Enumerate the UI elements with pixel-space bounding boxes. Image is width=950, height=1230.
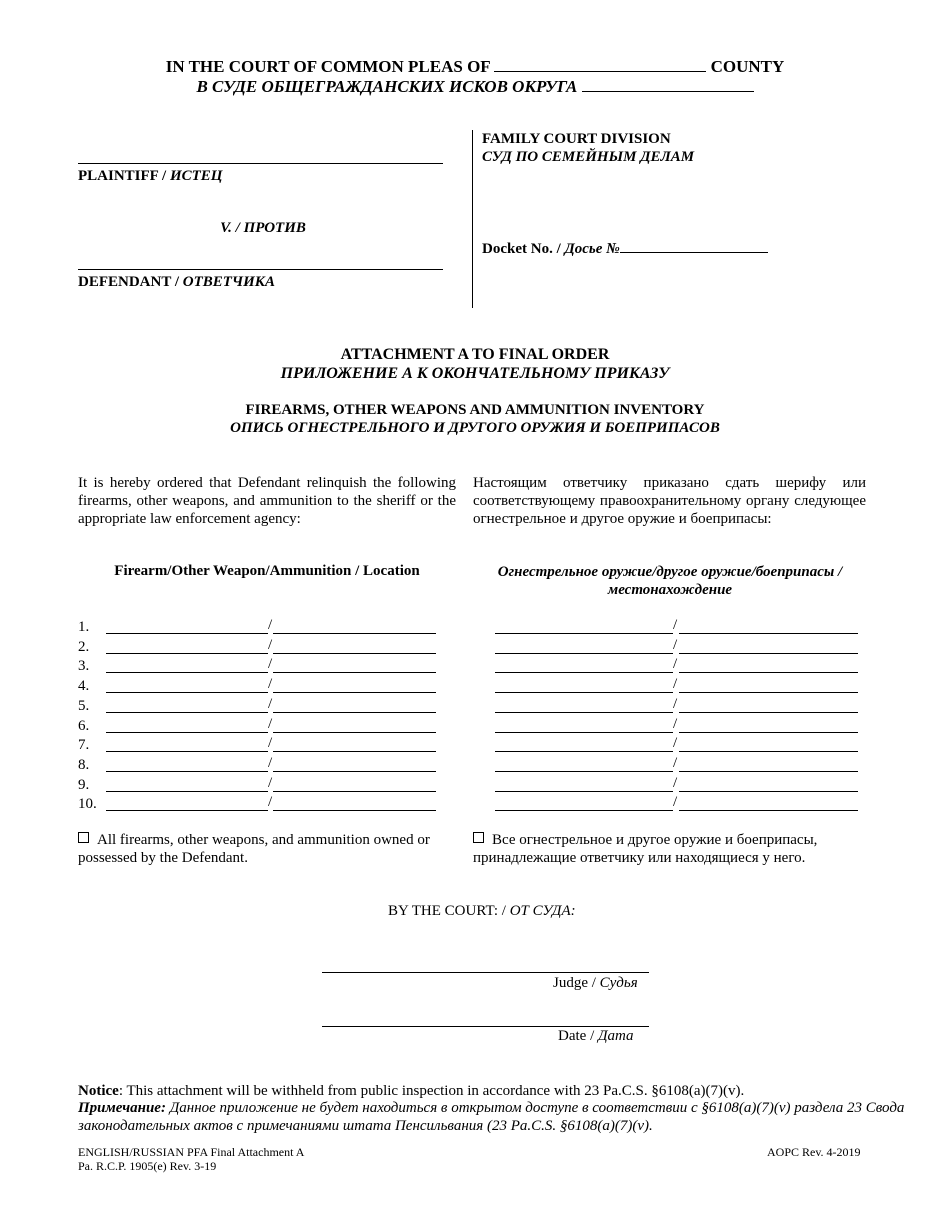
- weapon-field-ru[interactable]: [495, 757, 673, 772]
- weapon-field-ru[interactable]: [495, 737, 673, 752]
- notice-label-en: Notice: [78, 1083, 119, 1099]
- inventory-row-ru: [495, 737, 860, 755]
- inventory-row-en: [78, 718, 438, 736]
- docket-label-ru: Досье №: [564, 241, 620, 257]
- court-prefix-en: IN THE COURT OF COMMON PLEAS OF: [165, 57, 491, 76]
- location-field-ru[interactable]: [679, 757, 858, 772]
- inventory-row-ru: [495, 619, 860, 637]
- plaintiff-line[interactable]: [78, 163, 443, 164]
- division-en: FAMILY COURT DIVISION: [482, 131, 671, 147]
- field-separator: /: [268, 735, 273, 751]
- field-separator-ru: /: [673, 696, 678, 712]
- location-field[interactable]: [273, 619, 436, 634]
- judge-label-ru: Судья: [599, 975, 638, 991]
- footer-rule: Pa. R.C.P. 1905(e) Rev. 3-19: [78, 1159, 217, 1173]
- plaintiff-label: [78, 168, 222, 185]
- inventory-heading-en: Firearm/Other Weapon/Ammunition / Location: [114, 563, 420, 579]
- location-field[interactable]: [273, 757, 436, 772]
- inventory-row-en: [78, 796, 438, 814]
- location-field[interactable]: [273, 718, 436, 733]
- weapon-field-ru[interactable]: [495, 619, 673, 634]
- inventory-row-ru: [495, 658, 860, 676]
- defendant-label-ru: ОТВЕТЧИКА: [182, 274, 275, 290]
- inventory-row-en: [78, 737, 438, 755]
- date-label: [558, 1028, 634, 1045]
- weapon-field[interactable]: [106, 639, 268, 654]
- field-separator-ru: /: [673, 775, 678, 791]
- order-text-ru: Настоящим ответчику приказано сдать шерифу или соответствующему правоохранительному органу следующее огнестрельное и другое оружие и боеприпасы:: [473, 475, 866, 527]
- location-field[interactable]: [273, 777, 436, 792]
- weapon-field[interactable]: [106, 718, 268, 733]
- weapon-field-ru[interactable]: [495, 777, 673, 792]
- notice-text-en: : This attachment will be withheld from public inspection in accordance with 23 Pa.C.S. §6108(a)(7)(v).: [118, 1083, 745, 1099]
- field-separator-ru: /: [673, 676, 678, 692]
- inventory-row-en: [78, 619, 438, 637]
- field-separator: /: [268, 656, 273, 672]
- all-items-checkbox-ru[interactable]: [473, 832, 484, 843]
- date-signature-line[interactable]: [322, 1026, 649, 1027]
- docket-label: [482, 238, 768, 258]
- location-field-ru[interactable]: [679, 658, 858, 673]
- weapon-field[interactable]: [106, 796, 268, 811]
- weapon-field-ru[interactable]: [495, 678, 673, 693]
- location-field[interactable]: [273, 737, 436, 752]
- weapon-field-ru[interactable]: [495, 718, 673, 733]
- field-separator-ru: /: [673, 637, 678, 653]
- weapon-field[interactable]: [106, 737, 268, 752]
- field-separator-ru: /: [673, 735, 678, 751]
- inventory-heading-ru: Огнестрельное оружие/другое оружие/боеприпасы / местонахождение: [497, 564, 843, 598]
- order-text-en: It is hereby ordered that Defendant relinquish the following firearms, other weapons, and ammunition to the sheriff or the appropriate law enforcement agency:: [78, 475, 456, 527]
- location-field-ru[interactable]: [679, 777, 858, 792]
- field-separator-ru: /: [673, 794, 678, 810]
- plaintiff-label-en: PLAINTIFF /: [78, 168, 170, 184]
- location-field[interactable]: [273, 678, 436, 693]
- location-field-ru[interactable]: [679, 796, 858, 811]
- inventory-row-number: 2.: [78, 639, 90, 655]
- location-field-ru[interactable]: [679, 639, 858, 654]
- all-items-option-en: [78, 831, 458, 867]
- all-items-option-ru: [473, 831, 873, 867]
- docket-field[interactable]: [620, 238, 768, 253]
- location-field-ru[interactable]: [679, 737, 858, 752]
- by-the-court: [388, 903, 576, 920]
- location-field[interactable]: [273, 639, 436, 654]
- weapon-field-ru[interactable]: [495, 639, 673, 654]
- division-ru: СУД ПО СЕМЕЙНЫМ ДЕЛАМ: [482, 149, 695, 165]
- all-items-checkbox-en[interactable]: [78, 832, 89, 843]
- inventory-row-ru: [495, 777, 860, 795]
- court-header-ru: [0, 77, 950, 97]
- defendant-label-en: DEFENDANT /: [78, 274, 183, 290]
- date-label-ru: Дата: [597, 1028, 634, 1044]
- field-separator-ru: /: [673, 656, 678, 672]
- weapon-field-ru[interactable]: [495, 796, 673, 811]
- location-field[interactable]: [273, 698, 436, 713]
- field-separator: /: [268, 755, 273, 771]
- location-field-ru[interactable]: [679, 698, 858, 713]
- caption-divider: [472, 130, 473, 308]
- inventory-row-number: 7.: [78, 737, 90, 753]
- judge-label-en: Judge /: [553, 975, 600, 991]
- inventory-row-ru: [495, 718, 860, 736]
- inventory-row-ru: [495, 698, 860, 716]
- location-field-ru[interactable]: [679, 718, 858, 733]
- inventory-row-en: [78, 777, 438, 795]
- notice-label-ru: Примечание:: [78, 1100, 166, 1116]
- all-items-text-en: All firearms, other weapons, and ammunition owned or possessed by the Defendant.: [78, 832, 430, 866]
- field-separator-ru: /: [673, 755, 678, 771]
- inventory-row-number: 6.: [78, 718, 90, 734]
- field-separator: /: [268, 775, 273, 791]
- weapon-field[interactable]: [106, 698, 268, 713]
- field-separator: /: [268, 637, 273, 653]
- notice-en: [78, 1082, 918, 1100]
- judge-label: [553, 975, 638, 992]
- court-suffix-en: COUNTY: [710, 57, 785, 76]
- weapon-field-ru[interactable]: [495, 698, 673, 713]
- inventory-row-number: 3.: [78, 658, 90, 674]
- field-separator-ru: /: [673, 716, 678, 732]
- inventory-row-en: [78, 658, 438, 676]
- inventory-row-number: 8.: [78, 757, 90, 773]
- inventory-row-number: 9.: [78, 777, 90, 793]
- footer-form-name: ENGLISH/RUSSIAN PFA Final Attachment A: [78, 1145, 305, 1159]
- inventory-row-ru: [495, 678, 860, 696]
- location-field[interactable]: [273, 658, 436, 673]
- all-items-text-ru: Все огнестрельное и другое оружие и боеприпасы, принадлежащие ответчику или находящиеся у него.: [473, 832, 818, 866]
- weapon-field[interactable]: [106, 678, 268, 693]
- inventory-row-number: 4.: [78, 678, 90, 694]
- weapon-field[interactable]: [106, 777, 268, 792]
- by-the-court-en: BY THE COURT: /: [388, 903, 510, 919]
- notice-text-ru: Данное приложение не будет находиться в открытом доступе в соответствии с §6108(a)(7)(v) раздела 23 Свода законодательных актов с примечаниями штата Пенсильвания (23 Pa.C.S. §6108(a)(7)(v).: [78, 1100, 905, 1134]
- inventory-row-ru: [495, 757, 860, 775]
- weapon-field-ru[interactable]: [495, 658, 673, 673]
- court-prefix-ru: В СУДЕ ОБЩЕГРАЖДАНСКИХ ИСКОВ ОКРУГА: [196, 77, 578, 96]
- location-field[interactable]: [273, 796, 436, 811]
- by-the-court-ru: ОТ СУДА:: [509, 903, 576, 919]
- field-separator-ru: /: [673, 617, 678, 633]
- inventory-row-en: [78, 757, 438, 775]
- field-separator: /: [268, 696, 273, 712]
- docket-label-en: Docket No. /: [482, 241, 565, 257]
- title-en: ATTACHMENT A TO FINAL ORDER: [340, 346, 610, 363]
- title-ru: ПРИЛОЖЕНИЕ А К ОКОНЧАТЕЛЬНОМУ ПРИКАЗУ: [280, 365, 670, 382]
- subtitle-ru: ОПИСЬ ОГНЕСТРЕЛЬНОГО И ДРУГОГО ОРУЖИЯ И БОЕПРИПАСОВ: [230, 420, 720, 436]
- weapon-field[interactable]: [106, 757, 268, 772]
- county-field[interactable]: [494, 57, 706, 72]
- location-field-ru[interactable]: [679, 619, 858, 634]
- judge-signature-line[interactable]: [322, 972, 649, 973]
- inventory-row-number: 1.: [78, 619, 90, 635]
- inventory-row-ru: [495, 796, 860, 814]
- field-separator: /: [268, 794, 273, 810]
- field-separator: /: [268, 716, 273, 732]
- field-separator: /: [268, 676, 273, 692]
- location-field-ru[interactable]: [679, 678, 858, 693]
- weapon-field[interactable]: [106, 619, 268, 634]
- inventory-row-en: [78, 639, 438, 657]
- date-label-en: Date /: [558, 1028, 598, 1044]
- weapon-field[interactable]: [106, 658, 268, 673]
- plaintiff-label-ru: ИСТЕЦ: [169, 168, 223, 184]
- subtitle-en: FIREARMS, OTHER WEAPONS AND AMMUNITION INVENTORY: [245, 402, 705, 418]
- inventory-row-en: [78, 698, 438, 716]
- versus-label: V. / ПРОТИВ: [220, 220, 306, 236]
- defendant-label: [78, 274, 275, 291]
- inventory-row-number: 5.: [78, 698, 90, 714]
- county-field-ru[interactable]: [582, 77, 754, 92]
- court-header-en: [0, 57, 950, 77]
- inventory-row-number: 10.: [78, 796, 97, 812]
- field-separator: /: [268, 617, 273, 633]
- notice-ru: [78, 1099, 908, 1135]
- footer-revision: AOPC Rev. 4-2019: [767, 1145, 861, 1159]
- inventory-row-en: [78, 678, 438, 696]
- defendant-line[interactable]: [78, 269, 443, 270]
- inventory-row-ru: [495, 639, 860, 657]
